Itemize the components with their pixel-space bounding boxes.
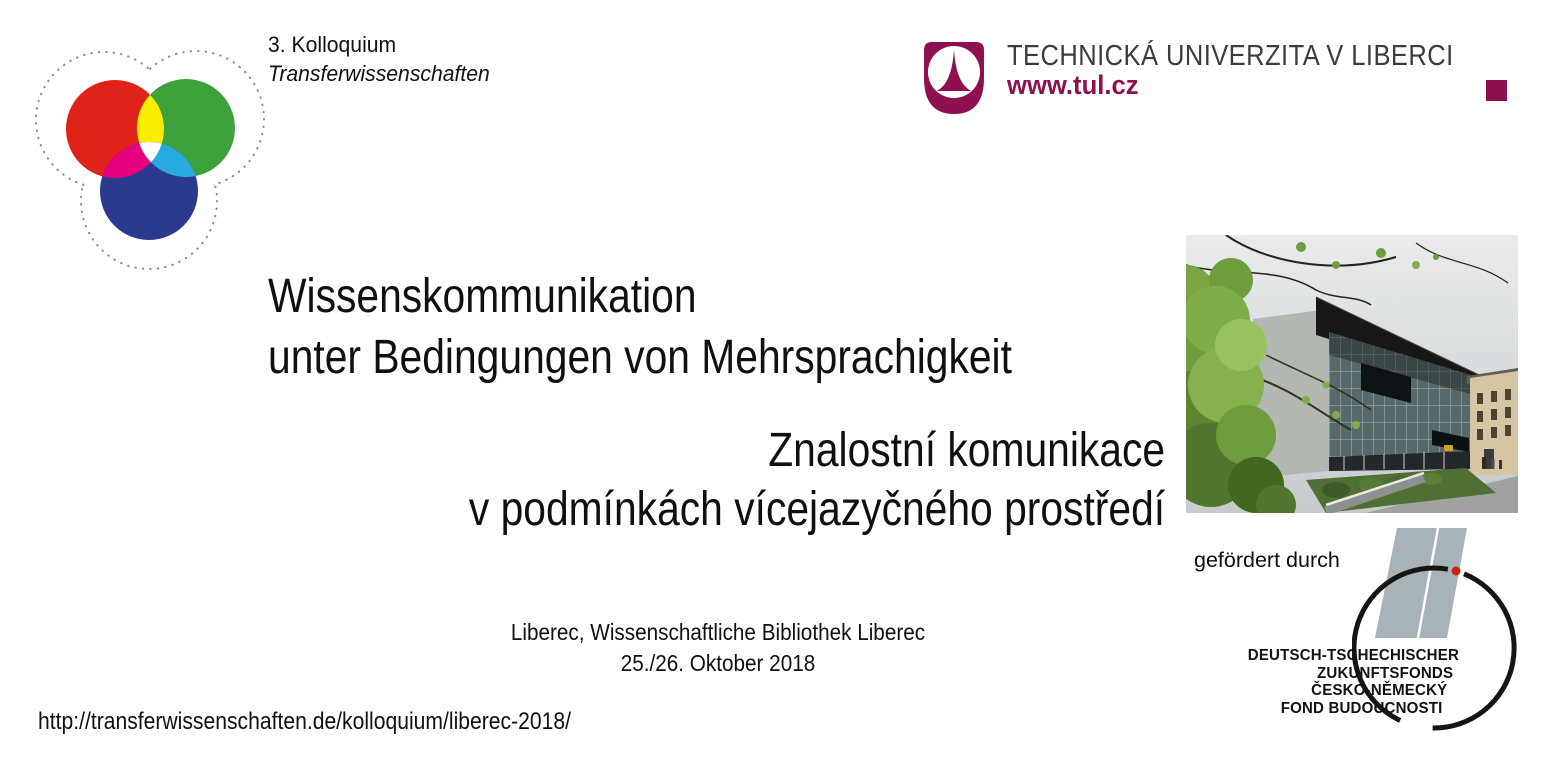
venue-block bbox=[448, 617, 988, 679]
title-german-line1: Wissenskommunikation bbox=[268, 270, 697, 323]
colloquium-label bbox=[268, 31, 490, 88]
fund-name-de-line1: DEUTSCH-TSCHECHISCHER bbox=[1247, 647, 1459, 664]
venue-line: Liberec, Wissenschaftliche Bibliothek Liberec bbox=[510, 619, 926, 645]
library-photo bbox=[1186, 235, 1518, 513]
title-german-line2: unter Bedingungen von Mehrsprachigkeit bbox=[268, 331, 1012, 384]
tul-square-mark bbox=[1486, 80, 1507, 101]
colloquium-series-name: Transferwissenschaften bbox=[268, 60, 490, 86]
colloquium-number: 3. Kolloquium bbox=[268, 32, 397, 57]
fund-name-cs-line2: FOND BUDOUCNOSTI bbox=[1280, 699, 1443, 717]
fund-name-cs-line1: ČESKO-NĚMECKÝ bbox=[1311, 682, 1448, 699]
date-line: 25./26. Oktober 2018 bbox=[620, 650, 816, 676]
fund-name-de-line2: ZUKUNFTSFONDS bbox=[1317, 664, 1454, 682]
tul-website: www.tul.cz bbox=[1007, 70, 1139, 100]
future-fund-logo-text bbox=[1129, 647, 1459, 717]
tul-emblem-icon bbox=[918, 38, 990, 118]
funded-by-label: gefördert durch bbox=[1194, 548, 1340, 572]
title-czech-line2: v podmínkách vícejazyčného prostředí bbox=[468, 483, 1165, 536]
colloquium-url-link[interactable]: http://transferwissenschaften.de/kolloquium/liberec-2018/ bbox=[38, 708, 571, 735]
tul-university-name: TECHNICKÁ UNIVERZITA V LIBERCI bbox=[1007, 40, 1454, 72]
rgb-venn-logo-icon bbox=[28, 36, 266, 271]
title-czech-line1: Znalostní komunikace bbox=[768, 424, 1165, 477]
title-czech bbox=[469, 421, 1165, 539]
title-german bbox=[268, 266, 1012, 388]
